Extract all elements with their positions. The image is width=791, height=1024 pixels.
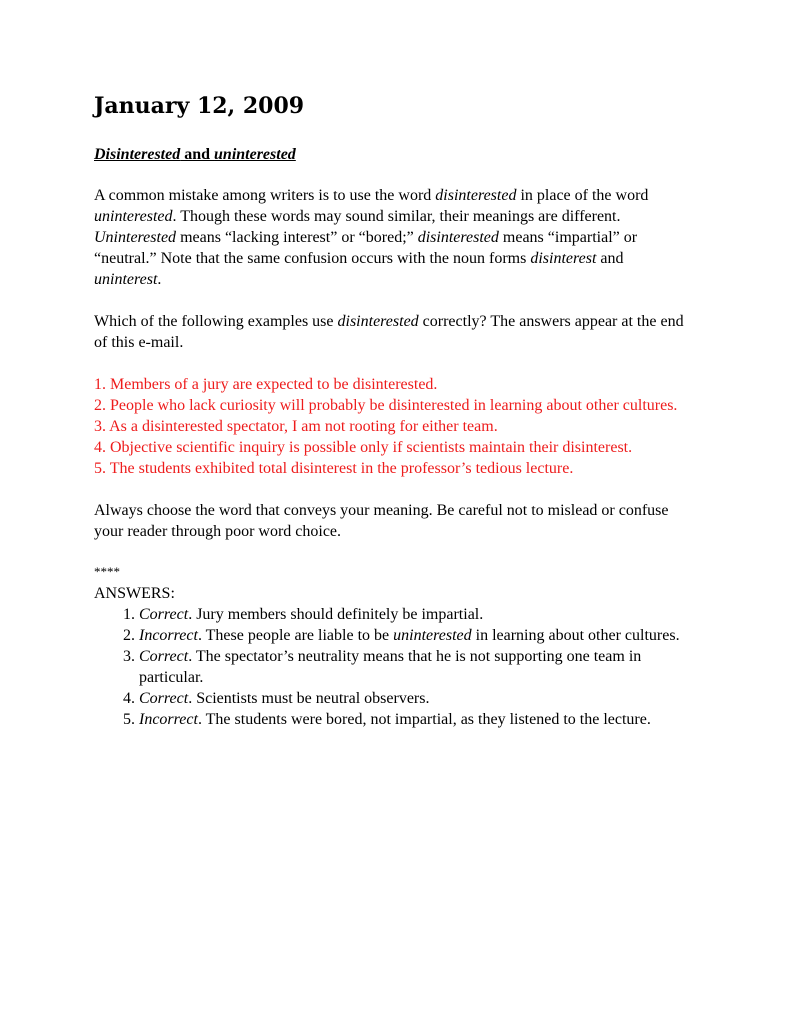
answer-text: . The spectator’s neutrality means that he is not supporting one team in particular. bbox=[139, 648, 642, 686]
subtitle-term2: uninterested bbox=[214, 146, 296, 163]
answer-verdict: Incorrect bbox=[139, 627, 198, 644]
examples-list bbox=[94, 374, 694, 479]
intro-text: . Though these words may sound similar, their meanings are different. bbox=[172, 208, 621, 225]
question-text: correctly? The answers appear at the end of this e-mail. bbox=[94, 313, 684, 351]
answer-verdict: Incorrect bbox=[139, 711, 198, 728]
subtitle-term1: Disinterested bbox=[94, 146, 181, 163]
intro-text: A common mistake among writers is to use the word bbox=[94, 187, 436, 204]
answer-text: in learning about other cultures. bbox=[471, 627, 680, 644]
intro-term: uninterest bbox=[94, 271, 158, 288]
answer-term: uninterested bbox=[393, 627, 472, 644]
example-item: 4. Objective scientific inquiry is possible only if scientists maintain their disinterest. bbox=[94, 439, 633, 456]
intro-term: Uninterested bbox=[94, 229, 177, 246]
answer-item bbox=[139, 709, 694, 730]
closing-paragraph: Always choose the word that conveys your meaning. Be careful not to mislead or confuse your reader through poor word choice. bbox=[94, 502, 669, 540]
example-item: 2. People who lack curiosity will probably be disinterested in learning about other cultures. bbox=[94, 397, 678, 414]
answer-item bbox=[139, 604, 694, 625]
intro-term: disinterested bbox=[417, 229, 499, 246]
intro-text: in place of the word bbox=[516, 187, 649, 204]
example-item: 3. As a disinterested spectator, I am not rooting for either team. bbox=[94, 418, 498, 435]
answers-heading: ANSWERS: bbox=[94, 585, 175, 602]
example-item: 1. Members of a jury are expected to be disinterested. bbox=[94, 376, 438, 393]
answer-text: . The students were bored, not impartial, as they listened to the lecture. bbox=[197, 711, 651, 728]
intro-text: and bbox=[596, 250, 624, 267]
answer-verdict: Correct bbox=[139, 648, 189, 665]
intro-term: disinterested bbox=[435, 187, 517, 204]
question-term: disinterested bbox=[337, 313, 419, 330]
answer-item bbox=[139, 688, 694, 709]
page-title: January 12, 2009 bbox=[94, 93, 305, 119]
intro-term: uninterested bbox=[94, 208, 173, 225]
question-paragraph bbox=[94, 311, 694, 353]
answer-item bbox=[139, 646, 694, 688]
section-subtitle bbox=[94, 144, 694, 165]
subtitle-connector: and bbox=[180, 146, 215, 163]
intro-text: means “impartial” or “neutral.” Note that the same confusion occurs with the noun forms bbox=[94, 229, 638, 267]
document-page bbox=[94, 92, 694, 730]
answer-text: . These people are liable to be bbox=[197, 627, 394, 644]
answers-list bbox=[94, 604, 694, 730]
answer-item bbox=[139, 625, 694, 646]
intro-text: . bbox=[157, 271, 162, 288]
intro-term: disinterest bbox=[530, 250, 597, 267]
intro-text: means “lacking interest” or “bored;” bbox=[176, 229, 418, 246]
example-item: 5. The students exhibited total disinterest in the professor’s tedious lecture. bbox=[94, 460, 574, 477]
separator: **** bbox=[94, 564, 120, 579]
answer-verdict: Correct bbox=[139, 606, 189, 623]
answer-text: . Scientists must be neutral observers. bbox=[188, 690, 430, 707]
answer-verdict: Correct bbox=[139, 690, 189, 707]
question-text: Which of the following examples use bbox=[94, 313, 338, 330]
intro-paragraph bbox=[94, 185, 694, 290]
answer-text: . Jury members should definitely be impartial. bbox=[188, 606, 484, 623]
